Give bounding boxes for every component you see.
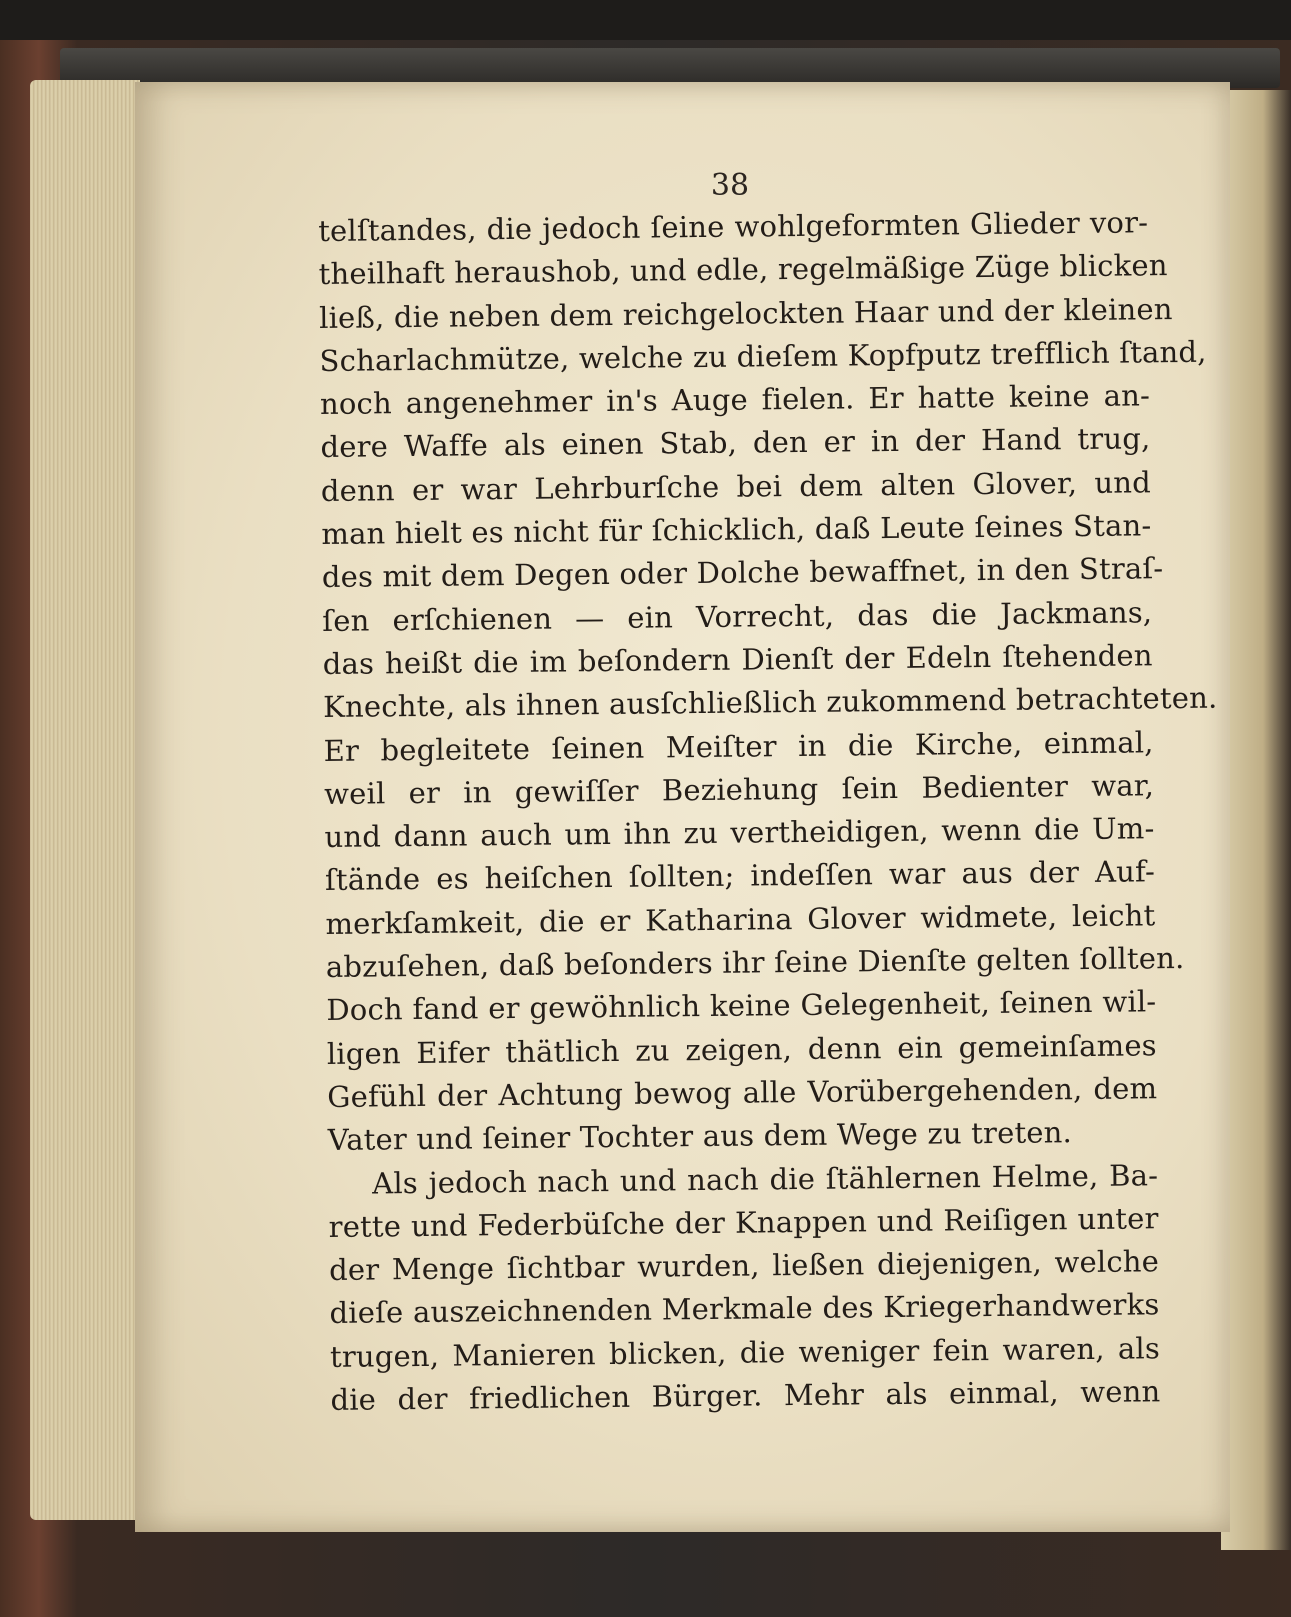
page-stack-left bbox=[30, 80, 140, 1520]
text-line: die der friedlichen Bürger. Mehr als einmal, wenn bbox=[330, 1374, 1161, 1417]
text-line: ſtände es heiſchen ſollten; indeſſen war aus der Auf- bbox=[324, 854, 1156, 898]
text-line: des mit dem Degen oder Dolche bewaffnet, in den Straſ- bbox=[321, 551, 1164, 595]
page-number: 38 bbox=[710, 168, 750, 203]
text-line: der Menge ſichtbar wurden, ließen diejenigen, welche bbox=[328, 1244, 1160, 1288]
text-line: ſen erſchienen — ein Vorrecht, das die Jackmans, bbox=[322, 594, 1153, 638]
text-line: rette und Federbüſche der Knappen und Reiſigen unter bbox=[328, 1201, 1159, 1244]
text-line: telſtandes, die jedoch ſeine wohlgeformten Glieder vor- bbox=[318, 205, 1149, 248]
text-line: weil er in gewiſſer Beziehung ſein Bedienter war, bbox=[323, 768, 1155, 811]
text-line: Knechte, als ihnen ausſchließlich zukommend betrachteten. bbox=[323, 680, 1218, 725]
text-line: dere Waffe als einen Stab, den er in der Hand trug, bbox=[320, 421, 1151, 465]
text-line: abzuſehen, daß beſonders ihr ſeine Dienſte gelten ſollten. bbox=[325, 941, 1185, 985]
text-line: Scharlachmütze, welche zu dieſem Kopfputz trefflich ſtand, bbox=[319, 334, 1207, 378]
text-line: merkſamkeit, die er Katharina Glover widmete, leicht bbox=[325, 898, 1156, 941]
text-line: ligen Eifer thätlich zu zeigen, denn ein gemeinſames bbox=[326, 1027, 1157, 1071]
facing-page-edge bbox=[1221, 90, 1291, 1550]
text-line: noch angenehmer in's Auge fielen. Er hatte keine an- bbox=[319, 378, 1151, 422]
text-line: denn er war Lehrburſche bei dem alten Glover, und bbox=[320, 465, 1152, 508]
text-line: trugen, Manieren blicken, die weniger fein waren, als bbox=[329, 1330, 1161, 1374]
text-line: theilhaft heraushob, und edle, regelmäßige Züge blicken bbox=[318, 248, 1168, 292]
text-line: Als jedoch nach und nach die ſtählernen Helme, Ba- bbox=[372, 1157, 1159, 1201]
text-line: das heißt die im beſondern Dienſt der Edeln ſtehenden bbox=[322, 638, 1153, 681]
page-text bbox=[318, 201, 1218, 1422]
text-line: Doch fand er gewöhnlich keine Gelegenheit, ſeinen wil- bbox=[326, 984, 1157, 1028]
text-line: und dann auch um ihn zu vertheidigen, wenn die Um- bbox=[324, 811, 1155, 855]
text-line: Er begleitete ſeinen Meiſter in die Kirche, einmal, bbox=[323, 724, 1154, 768]
text-line: Vater und ſeiner Tochter aus dem Wege zu treten. bbox=[327, 1115, 1073, 1158]
text-line: ließ, die neben dem reichgelockten Haar und der kleinen bbox=[318, 291, 1173, 335]
text-line: Gefühl der Achtung bewog alle Vorübergehenden, dem bbox=[327, 1071, 1158, 1114]
text-line: dieſe auszeichnenden Merkmale des Kriegerhandwerks bbox=[329, 1287, 1160, 1331]
text-line: man hielt es nicht für ſchicklich, daß Leute ſeines Stan- bbox=[321, 508, 1152, 552]
